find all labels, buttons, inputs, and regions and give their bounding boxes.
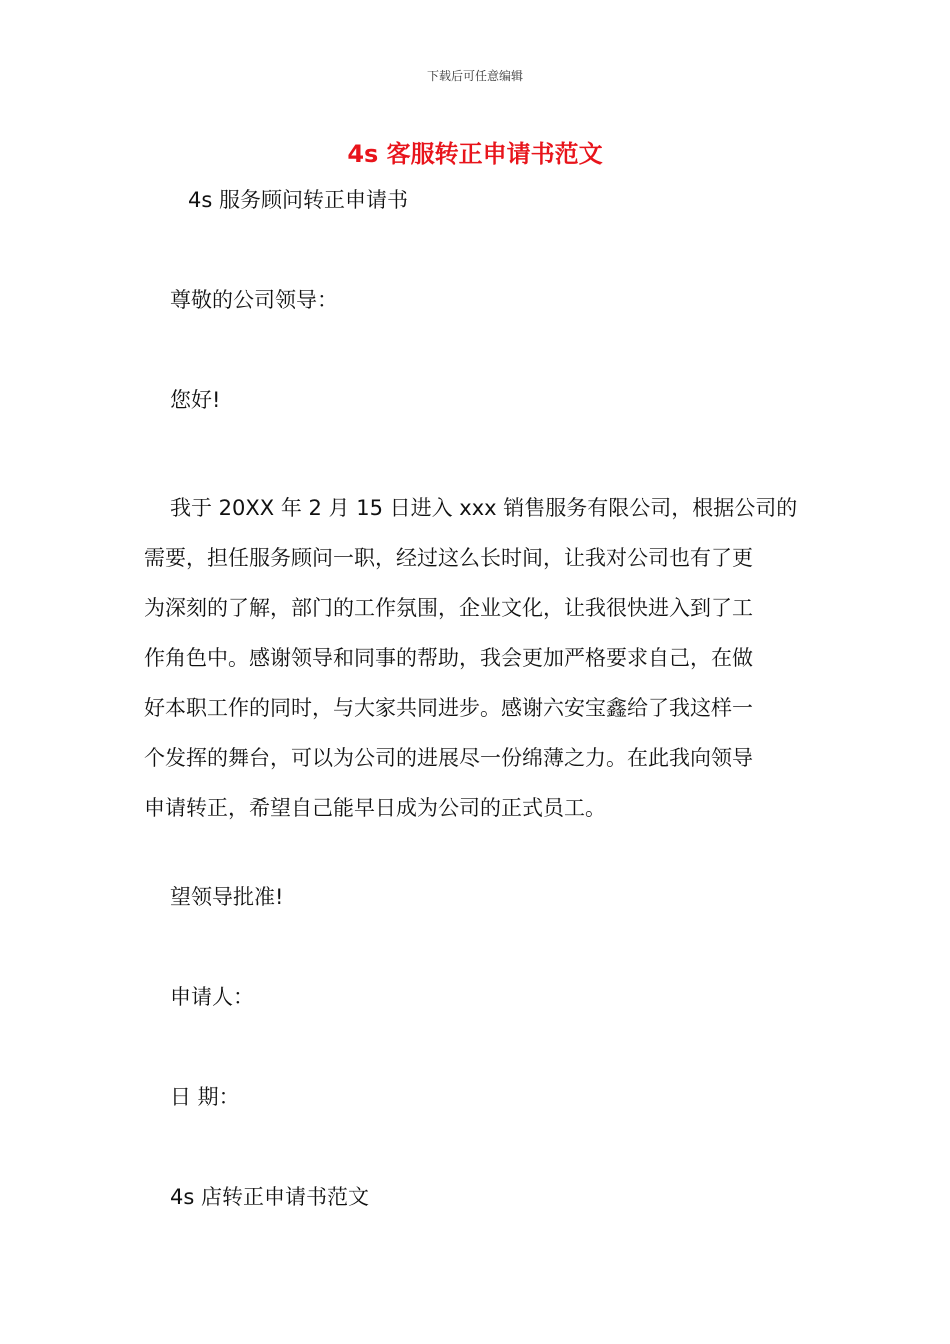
body-line: 我于 20XX 年 2 月 15 日进入 xxx 销售服务有限公司，根据公司的	[170, 496, 798, 520]
header-note: 下载后可任意编辑	[426, 69, 523, 83]
letter-subtitle: 4s 服务顾问转正申请书	[188, 188, 408, 212]
body-line: 为深刻的了解，部门的工作氛围，企业文化，让我很快进入到了工	[144, 596, 753, 620]
approval-request: 望领导批准!	[170, 885, 284, 909]
next-section-heading: 4s 店转正申请书范文	[170, 1185, 369, 1209]
document-title: 4s 客服转正申请书范文	[347, 140, 603, 168]
date-label: 日 期：	[170, 1085, 240, 1109]
applicant-label: 申请人：	[170, 985, 254, 1009]
body-line: 作角色中。感谢领导和同事的帮助，我会更加严格要求自己，在做	[144, 646, 753, 670]
body-line: 需要，担任服务顾问一职，经过这么长时间，让我对公司也有了更	[144, 546, 753, 570]
salutation: 尊敬的公司领导：	[170, 288, 338, 312]
body-line: 好本职工作的同时，与大家共同进步。感谢六安宝鑫给了我这样一	[144, 696, 753, 720]
greeting: 您好!	[170, 388, 221, 412]
body-line: 个发挥的舞台，可以为公司的进展尽一份绵薄之力。在此我向领导	[144, 746, 753, 770]
body-line: 申请转正，希望自己能早日成为公司的正式员工。	[144, 796, 606, 820]
body-paragraph	[144, 483, 814, 833]
